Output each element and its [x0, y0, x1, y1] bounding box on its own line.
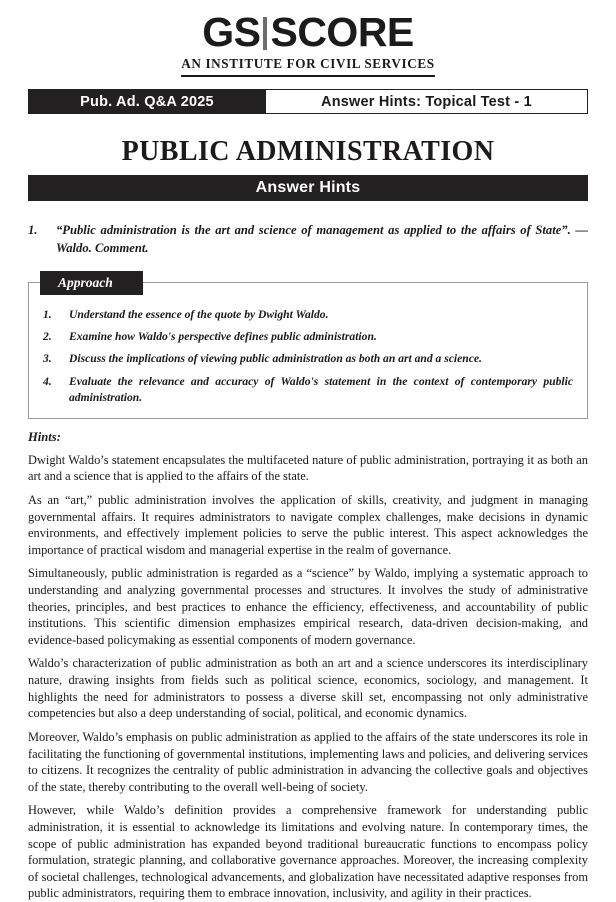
approach-list-item	[43, 351, 573, 367]
hints-paragraph: Simultaneously, public administration is regarded as a “science” by Waldo, implying a systematic approach to understanding and analyzing governmental processes and structures. It involves the study of administrative theories, principles, and best practices to enhance the efficiency, effectiveness, and accountability of public institutions. This scientific dimension emphasizes empirical research, data-driven decision-making, and evidence-based policymaking as essential components of modern governance.	[28, 566, 588, 647]
logo-text-gs: GS	[202, 9, 261, 55]
hints-paragraph: As an “art,” public administration involves the application of skills, creativity, and judgment in managing governmental affairs. It requires administrators to navigate complex challenges, make decisions in dynamic environments, and effectively implement policies to serve the public interest. This aspect acknowledges the importance of practical wisdom and managerial expertise in the realm of governance.	[28, 492, 588, 557]
hints-paragraph: Moreover, Waldo’s emphasis on public administration as applied to the affairs of the state underscores its role in facilitating the functioning of governmental institutions, implementing laws and policies, and delivering services to citizens. It recognizes the centrality of public administration in advancing the collective goals and objectives of the state, thereby contributing to the overall well-being of society.	[28, 729, 588, 794]
logo-text-score: SCORE	[270, 9, 414, 55]
page-title: PUBLIC ADMINISTRATION	[121, 136, 495, 167]
approach-list-item	[43, 329, 573, 345]
approach-item-number: 3.	[43, 352, 52, 366]
section-heading-bar: Answer Hints	[28, 175, 588, 201]
approach-item-text: Examine how Waldo's perspective defines public administration.	[69, 329, 377, 343]
question-block	[28, 221, 588, 258]
banner-row	[28, 89, 588, 114]
banner-subject-label: Pub. Ad. Q&A 2025	[28, 89, 266, 114]
banner-test-label: Answer Hints: Topical Test - 1	[266, 89, 588, 114]
hints-paragraph: Dwight Waldo’s statement encapsulates the multifaceted nature of public administration, portraying it as both an art and a science that is applied to the affairs of the state.	[28, 452, 588, 484]
approach-list	[43, 307, 573, 407]
brand-logo	[28, 9, 588, 55]
approach-tab-label: Approach	[40, 271, 143, 295]
approach-item-text: Discuss the implications of viewing public administration as both an art and a science.	[69, 352, 482, 366]
approach-list-item	[43, 307, 573, 323]
approach-item-text: Understand the essence of the quote by Dwight Waldo.	[69, 307, 329, 321]
brand-tagline: AN INSTITUTE FOR CIVIL SERVICES	[181, 56, 434, 77]
approach-box	[28, 282, 588, 419]
approach-section	[28, 271, 588, 419]
approach-item-number: 4.	[43, 374, 52, 388]
hints-paragraph: However, while Waldo’s definition provides a comprehensive framework for understanding public administration, it is essential to acknowledge its limitations and evolving nature. In contemporary times, the scope of public administration has expanded beyond traditional bureaucratic functions to encompass policy formulation, strategic planning, and collaborative governance approaches. Moreover, the increasing complexity of societal challenges, technological advancements, and globalization have necessitated adaptive responses from public administrators, requiring them to embrace innovation, inclusivity, and agility in their practices.	[28, 803, 588, 901]
question-text: “Public administration is the art and science of management as applied to the affairs of State”. — Waldo. Comment.	[56, 223, 588, 256]
approach-list-item	[43, 374, 573, 407]
hints-paragraph: Waldo’s characterization of public administration as both an art and a science underscores its interdisciplinary nature, drawing insights from fields such as political science, economics, sociology, and management. It highlights the need for administrators to possess a diverse skill set, encompassing not only administrative competencies but also a deep understanding of social, political, and economic dynamics.	[28, 656, 588, 721]
logo-separator-bar	[263, 17, 267, 50]
approach-item-number: 1.	[43, 307, 52, 321]
question-number: 1.	[28, 223, 38, 237]
hints-body	[28, 452, 588, 902]
approach-item-text: Evaluate the relevance and accuracy of Waldo's statement in the context of contemporary public administration.	[69, 374, 573, 405]
masthead	[28, 0, 588, 77]
hints-label: Hints:	[28, 429, 61, 444]
approach-item-number: 2.	[43, 329, 52, 343]
